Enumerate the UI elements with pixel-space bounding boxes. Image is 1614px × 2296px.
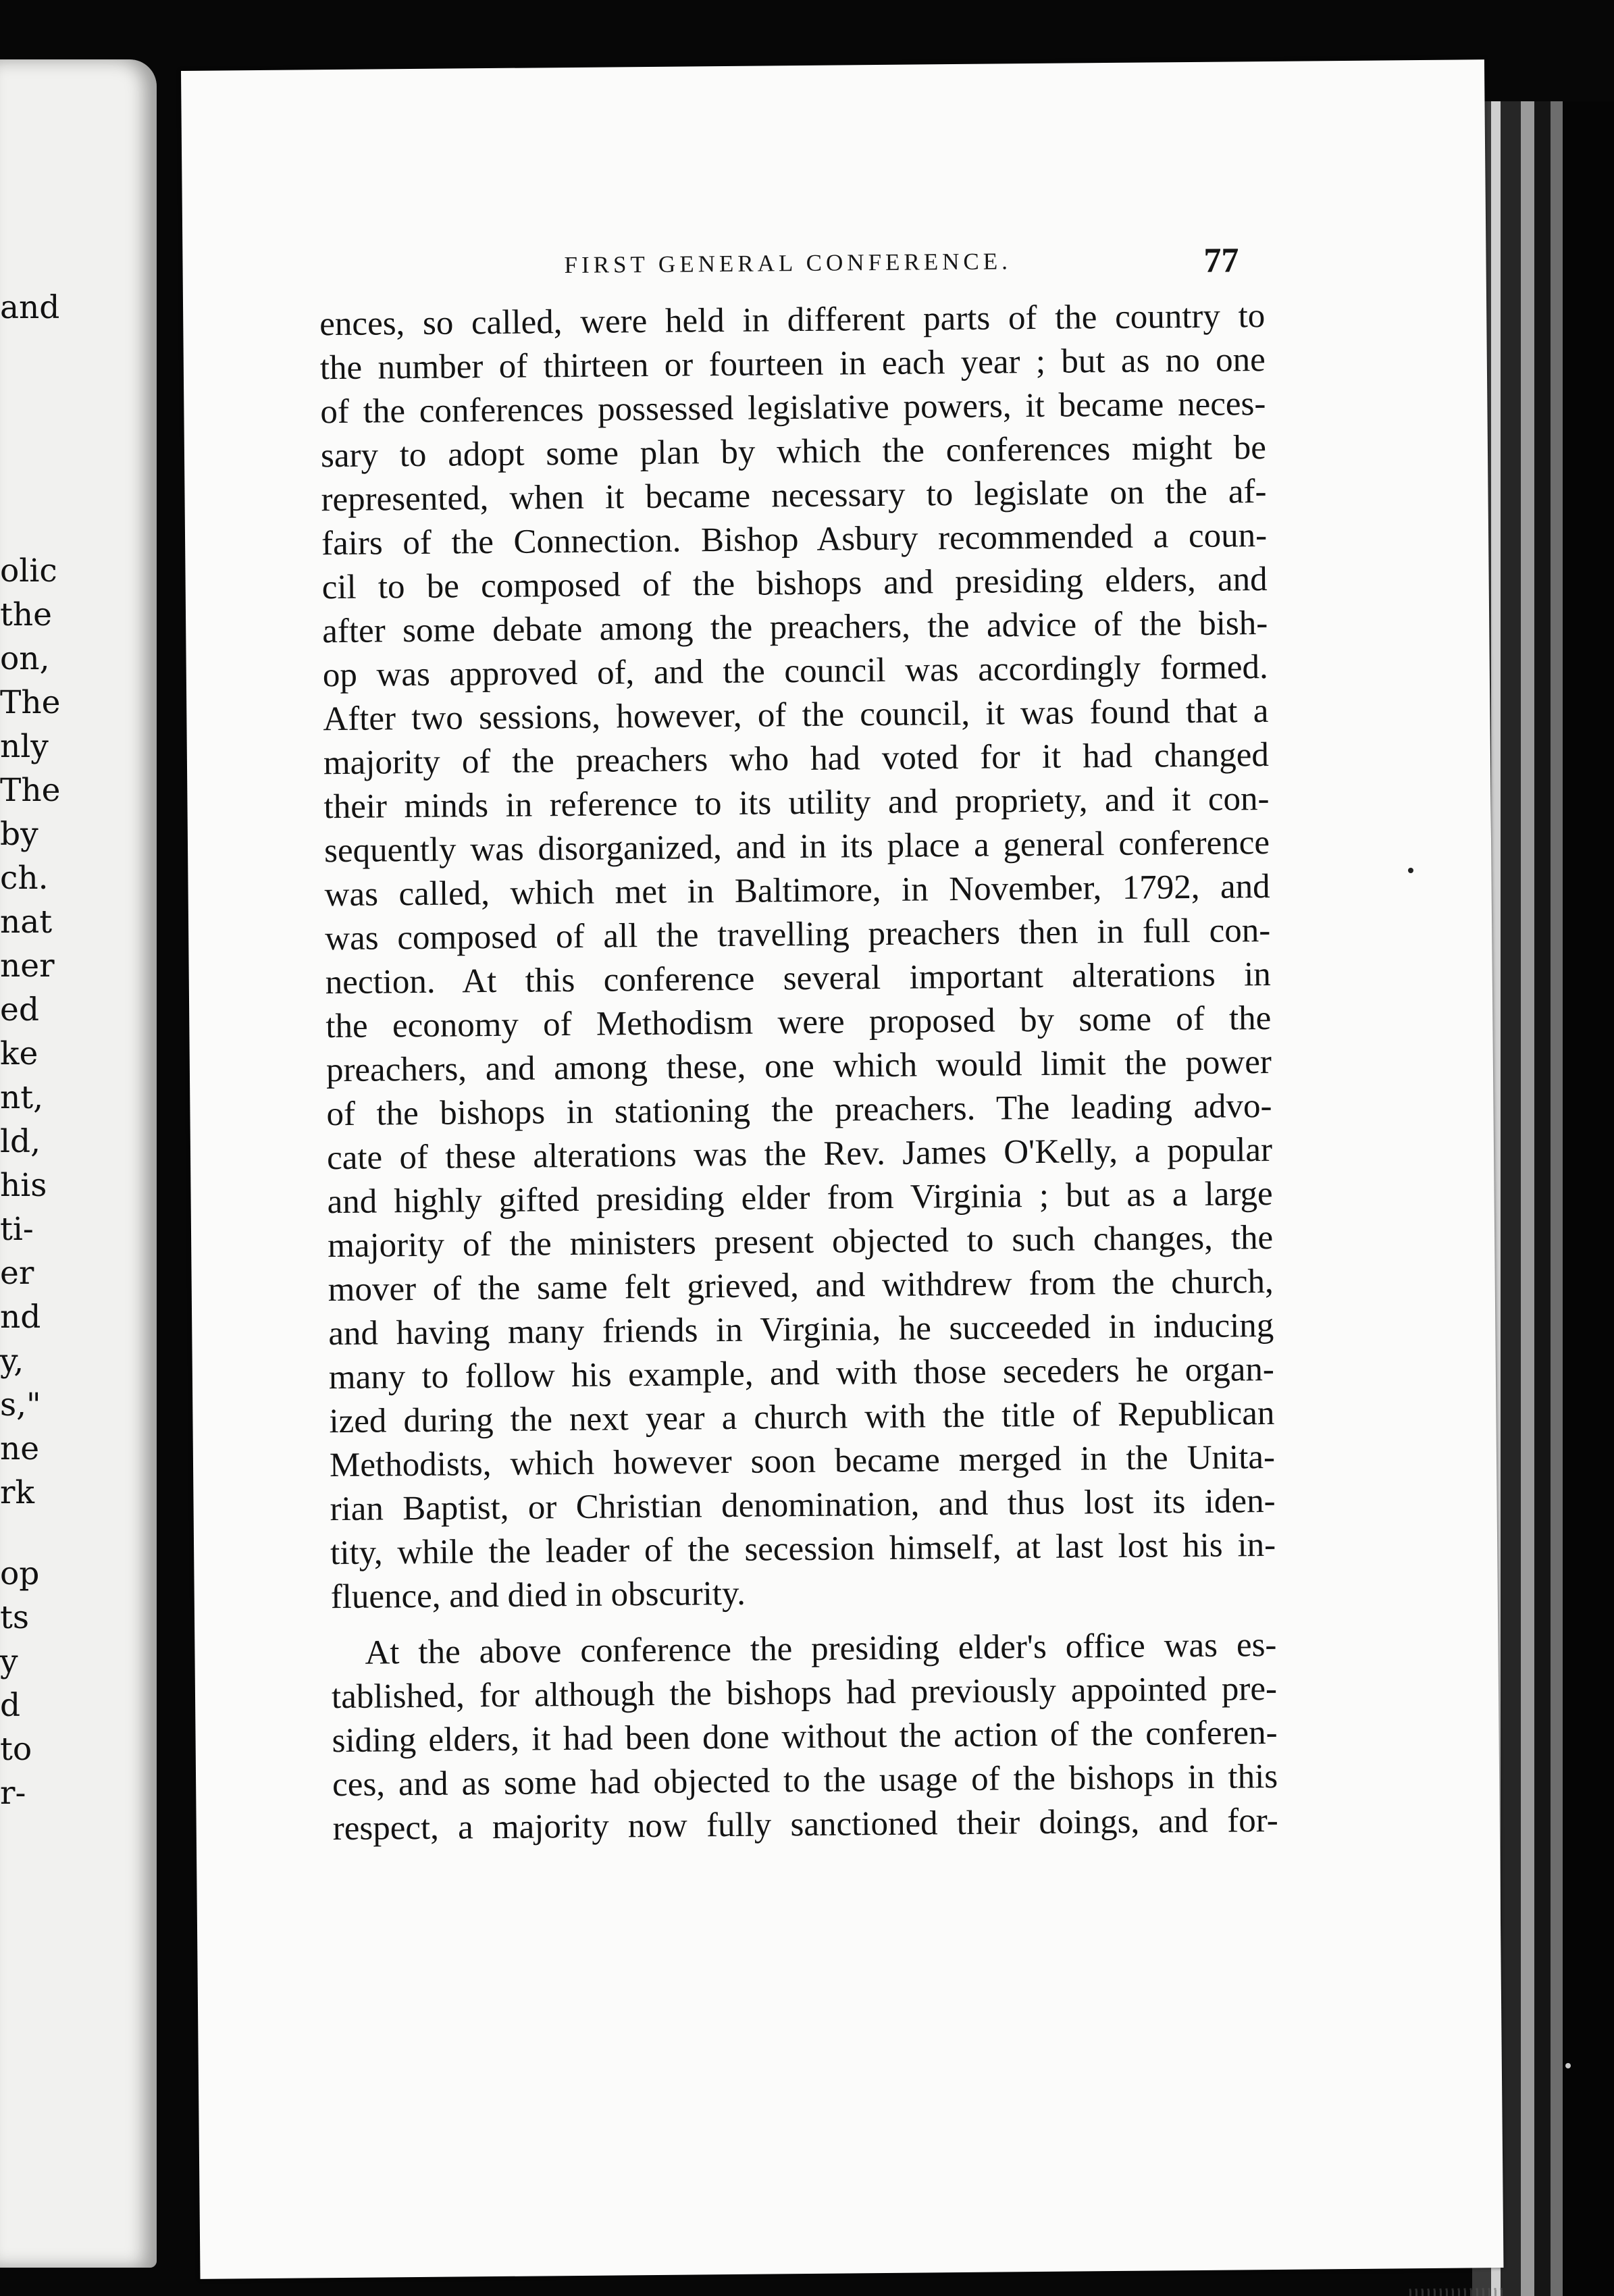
left-page-fragment: rk	[0, 1474, 34, 1511]
left-page-fragment: y,	[0, 1342, 24, 1380]
left-page-fragment: er	[0, 1255, 34, 1292]
page-number: 77	[1203, 241, 1239, 280]
left-page-fragment: s,"	[0, 1386, 41, 1424]
text-line: mover of the same felt grieved, and withdrew from the church,	[328, 1262, 1274, 1309]
text-line: At the above conference the presiding elder's office was es-	[365, 1625, 1277, 1672]
left-page-fragment: and	[0, 289, 60, 326]
left-page-fragment: ti-	[0, 1211, 34, 1248]
left-page-fragment: ed	[0, 991, 39, 1028]
left-page-fragment: the	[0, 596, 52, 633]
left-page-fragment: nly	[0, 728, 49, 765]
book-edge	[1501, 101, 1521, 2296]
book-edge	[1521, 101, 1534, 2296]
text-line: rian Baptist, or Christian denomination, and thus lost its iden-	[330, 1482, 1276, 1529]
scan-speck	[1565, 2063, 1571, 2068]
book-page	[181, 59, 1503, 2279]
paragraph	[319, 294, 1276, 1619]
left-facing-page	[0, 59, 157, 2268]
text-line: cate of these alterations was the Rev. James O'Kelly, a popular	[326, 1130, 1273, 1178]
scan-noise	[1409, 2288, 1504, 2296]
text-line: of the conferences possessed legislative powers, it became neces-	[320, 385, 1266, 432]
left-page-fragment: olic	[0, 552, 57, 590]
text-line: sequently was disorganized, and in its place a general conference	[323, 823, 1270, 870]
text-line: nection. At this conference several important alterations in	[325, 955, 1271, 1002]
left-page-fragment: on,	[0, 640, 50, 677]
text-line: was composed of all the travelling preachers then in full con-	[324, 911, 1271, 958]
text-line: fluence, and died in obscurity.	[330, 1574, 746, 1617]
scan-speck	[1408, 868, 1413, 873]
text-line: represented, when it became necessary to legislate on the af-	[321, 472, 1267, 519]
left-page-fragment: by	[0, 816, 38, 853]
text-line: and having many friends in Virginia, he succeeded in inducing	[328, 1306, 1274, 1353]
text-line: op was approved of, and the council was accordingly formed.	[322, 648, 1269, 695]
left-page-fragment: ke	[0, 1035, 38, 1072]
left-page-fragment: r-	[0, 1775, 26, 1812]
page-header	[182, 238, 1486, 297]
left-page-fragment: The	[0, 684, 61, 721]
text-line: fairs of the Connection. Bishop Asbury recommended a coun-	[321, 516, 1268, 563]
left-page-fragment: The	[0, 772, 61, 809]
text-line: was called, which met in Baltimore, in November, 1792, and	[324, 867, 1270, 914]
left-page-fragment: ner	[0, 947, 55, 985]
text-line: Methodists, which however soon became merged in the Unita-	[329, 1438, 1276, 1485]
text-line: tity, while the leader of the secession himself, at last lost his in-	[330, 1525, 1276, 1573]
left-page-fragment: d	[0, 1687, 21, 1724]
left-page-fragment: y	[0, 1643, 18, 1680]
text-line: of the bishops in stationing the preachers. The leading advo-	[326, 1087, 1272, 1134]
text-line: ences, so called, were held in different parts of the country to	[319, 297, 1266, 344]
left-page-fragment: nat	[0, 904, 53, 941]
book-edge	[1551, 101, 1563, 2296]
body-text	[319, 294, 1278, 1851]
text-line: ized during the next year a church with the title of Republican	[329, 1394, 1275, 1441]
book-edge	[1563, 101, 1614, 2296]
text-line: preachers, and among these, one which would limit the power	[326, 1043, 1272, 1090]
text-line: and highly gifted presiding elder from Virginia ; but as a large	[327, 1174, 1273, 1222]
text-line: sary to adopt some plan by which the conferences might be	[320, 428, 1267, 475]
left-page-fragment: ne	[0, 1430, 40, 1467]
text-line: the economy of Methodism were proposed by some of the	[326, 999, 1272, 1046]
left-page-fragment: ch.	[0, 860, 49, 897]
text-line: majority of the preachers who had voted for it had changed	[323, 735, 1270, 783]
left-page-fragment: to	[0, 1731, 32, 1768]
paragraph	[331, 1623, 1278, 1851]
left-page-fragment: op	[0, 1555, 40, 1592]
text-line: after some debate among the preachers, the advice of the bish-	[322, 604, 1268, 651]
text-line: majority of the ministers present objected to such changes, the	[327, 1218, 1274, 1266]
running-head: FIRST GENERAL CONFERENCE.	[564, 248, 1012, 279]
text-line: tablished, for although the bishops had previously appointed pre-	[331, 1669, 1278, 1717]
book-edge	[1534, 101, 1551, 2296]
left-page-fragment: his	[0, 1167, 47, 1204]
left-page-fragment: nd	[0, 1299, 41, 1336]
text-line: After two sessions, however, of the council, it was found that a	[323, 692, 1269, 739]
text-line: the number of thirteen or fourteen in each year ; but as no one	[319, 341, 1266, 388]
text-line: ces, and as some had objected to the usage of the bishops in this	[332, 1757, 1278, 1804]
left-page-fragment: ld,	[0, 1123, 41, 1160]
text-line: their minds in reference to its utility and propriety, and it con-	[323, 779, 1270, 827]
text-line: siding elders, it had been done without the action of the conferen-	[332, 1713, 1278, 1760]
left-page-fragment: nt,	[0, 1079, 44, 1116]
text-line: cil to be composed of the bishops and presiding elders, and	[321, 560, 1268, 607]
text-line: many to follow his example, and with those seceders he organ-	[328, 1350, 1275, 1397]
left-page-fragment: ts	[0, 1599, 30, 1636]
text-line: respect, a majority now fully sanctioned their doings, and for-	[332, 1801, 1278, 1848]
